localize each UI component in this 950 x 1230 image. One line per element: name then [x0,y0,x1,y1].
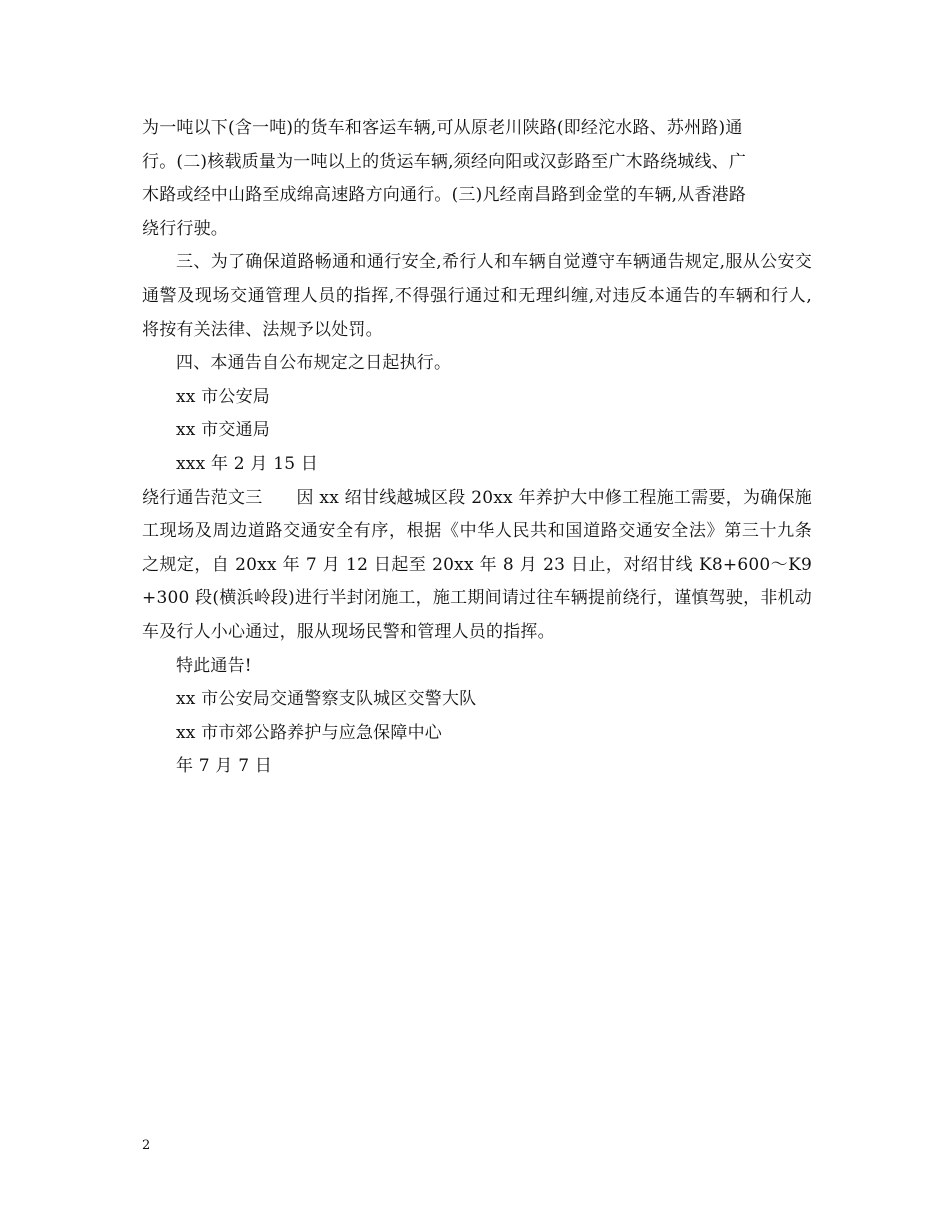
text-line: 木路或经中山路至成绵高速路方向通行。(三)凡经南昌路到金堂的车辆,从香港路 [142,185,747,206]
date-line-1: xxx 年 2 月 15 日 [176,453,319,474]
section-three-paragraph [142,482,812,650]
signature-traffic-brigade: xx 市公安局交通警察支队城区交警大队 [176,689,477,710]
notice-line: 特此通告! [176,655,252,676]
date-line-2: 年 7 月 7 日 [176,756,273,777]
signature-road-maintenance-center: xx 市市郊公路养护与应急保障中心 [176,722,442,743]
page-number: 2 [142,1138,151,1153]
document-body [142,112,812,784]
paragraph-continuation [142,112,812,246]
text-line: 为一吨以下(含一吨)的货车和客运车辆,可从原老川陕路(即经沱水路、苏州路)通 [142,118,743,138]
paragraph-item-three: 三、为了确保道路畅通和通行安全,希行人和车辆自觉遵守车辆通告规定,服从公安交通警及现场交通管理人员的指挥,不得强行通过和无理纠缠,对违反本通告的车辆和行人,将按有关法律、法规予以处罚。 [142,252,812,340]
paragraph-item-four: 四、本通告自公布规定之日起执行。 [176,353,452,374]
section-three-body: 因 xx 绍甘线越城区段 20xx 年养护大中修工程施工需要，为确保施工现场及周边道路交通安全有序，根据《中华人民共和国道路交通安全法》第三十九条之规定，自 20xx 年 7 月 12 日起至 20xx 年 8 月 23 日止，对绍甘线 K8+600～K9+300 段(横浜岭段)进行半封闭施工，施工期间请过往车辆提前绕行，谨慎驾驶，非机动车及行人小心通过，服从现场民警和管理人员的指挥。 [142,487,812,642]
section-three-title: 绕行通告范文三 [142,487,263,508]
signature-police-bureau: xx 市公安局 [176,386,270,407]
signature-transport-bureau: xx 市交通局 [176,420,270,441]
text-line: 行。(二)核载质量为一吨以上的货运车辆,须经向阳或汉彭路至广木路绕城线、广 [142,151,747,172]
text-line: 绕行行驶。 [142,218,228,239]
